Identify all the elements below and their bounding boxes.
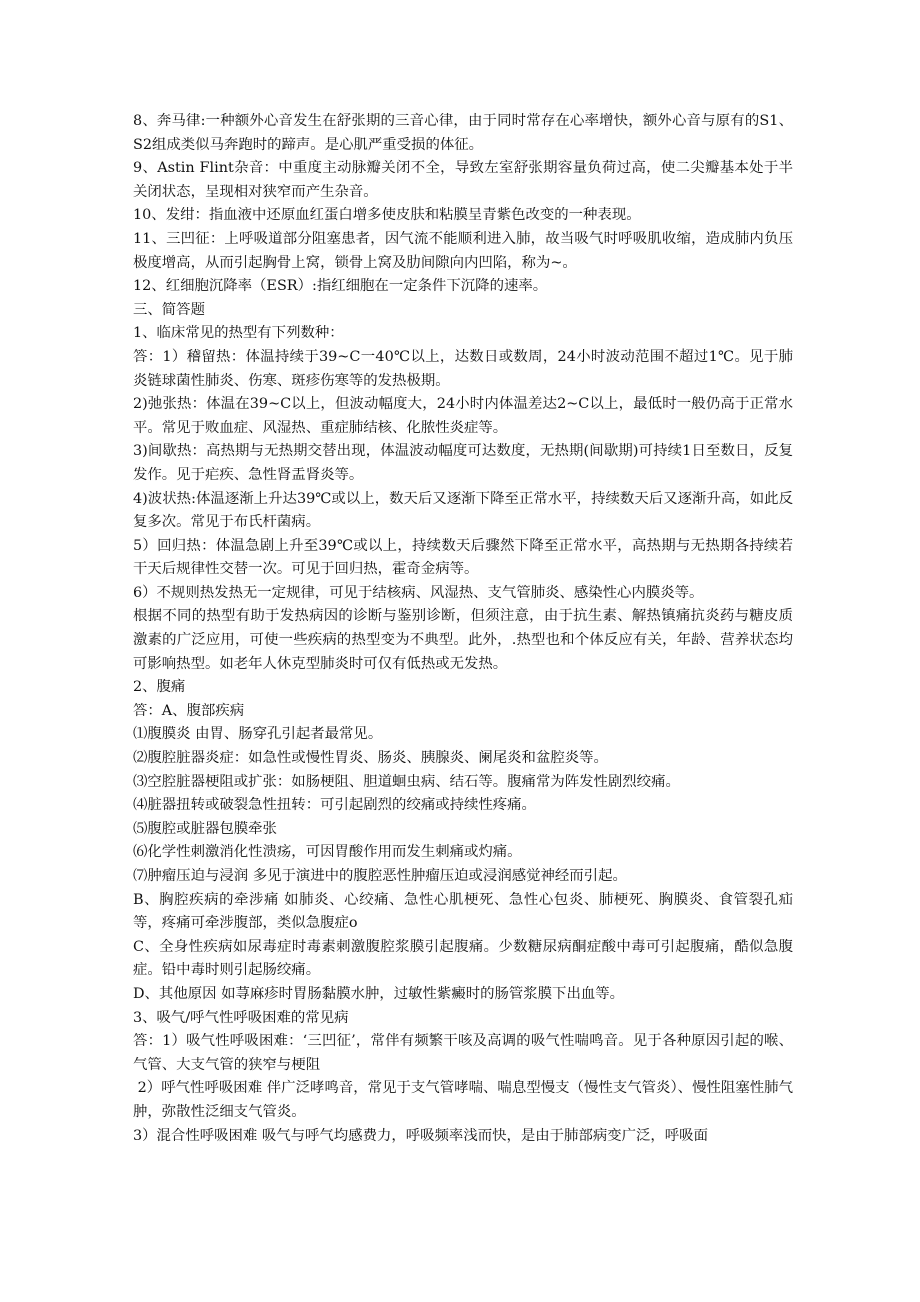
definition-item-11: 11、三凹征：上呼吸道部分阻塞患者，因气流不能顺利进入肺，故当吸气时呼吸肌收缩，造成肺内负压极度增高，从而引起胸骨上窝，锁骨上窝及肋间隙向内凹陷，称为~。 bbox=[133, 230, 793, 271]
question-3-title: 3、吸气/呼气性呼吸困难的常见病 bbox=[133, 1009, 349, 1026]
answer-paragraph: 3）混合性呼吸困难 吸气与呼气均感费力，呼吸频率浅而快，是由于肺部病变广泛，呼吸面 bbox=[133, 1127, 708, 1144]
answer-paragraph: 答：1）吸气性呼吸困难：‘三凹征’，常伴有频繁干咳及高调的吸气性喘鸣音。见于各种原因引起的喉、气管、大支气管的狭窄与梗阻 bbox=[133, 1033, 793, 1073]
answer-list-item: ⑶空腔脏器梗阻或扩张：如肠梗阻、胆道蛔虫病、结石等。腹痛常为阵发性剧烈绞痛。 bbox=[133, 773, 680, 790]
answer-paragraph: 2)弛张热：体温在39~C以上，但波动幅度大，24小时内体温差达2~C以上，最低时一般仍高于正常水平。常见于败血症、风湿热、重症肺结核、化脓性炎症等。 bbox=[133, 396, 793, 436]
answer-list-item: ⑺肿瘤压迫与浸润 多见于演进中的腹腔恶性肿瘤压迫或浸润感觉神经而引起。 bbox=[133, 868, 627, 884]
definition-item-9: 9、Astin Flint杂音：中重度主动脉瓣关闭不全，导致左室舒张期容量负荷过高，使二尖瓣基本处于半关闭状态，呈现相对狭窄而产生杂音。 bbox=[133, 160, 793, 200]
answer-list-item: ⑹化学性刺激消化性溃疡，可因胃酸作用而发生刺痛或灼痛。 bbox=[133, 844, 522, 861]
answer-list-item: ⑴腹膜炎 由胃、肠穿孔引起者最常见。 bbox=[133, 726, 383, 743]
answer-list-item: ⑷脏器扭转或破裂急性扭转：可引起剧烈的绞痛或持续性疼痛。 bbox=[133, 797, 536, 814]
answer-list-item: ⑸腹腔或脏器包膜牵张 bbox=[133, 820, 277, 837]
answer-paragraph: 5）回归热：体温急剧上升至39℃或以上，持续数天后骤然下降至正常水平，高热期与无热期各持续若干天后规律性交替一次。可见于回归热，霍奇金病等。 bbox=[133, 537, 793, 578]
definition-item-8: 8、奔马律:一种额外心音发生在舒张期的三音心律，由于同时常存在心率增快，额外心音与原有的S1、S2组成类似马奔跑时的蹄声。是心肌严重受损的体征。 bbox=[133, 113, 793, 153]
answer-paragraph: 4)波状热:体温逐渐上升达39℃或以上，数天后又逐渐下降至正常水平，持续数天后又逐渐升高，如此反复多次。常见于布氏杆菌病。 bbox=[133, 490, 793, 531]
definition-item-12: 12、红细胞沉降率（ESR）:指红细胞在一定条件下沉降的速率。 bbox=[133, 278, 548, 295]
answer-paragraph: C、全身性疾病如尿毒症时毒素刺激腹腔浆膜引起腹痛。少数糖尿病酮症酸中毒可引起腹痛，酷似急腹症。铅中毒时则引起肠绞痛。 bbox=[133, 938, 793, 979]
question-1-title: 1、临床常见的热型有下列数种： bbox=[133, 325, 344, 342]
answer-paragraph: B、胸腔疾病的牵涉痛 如肺炎、心绞痛、急性心肌梗死、急性心包炎、肺梗死、胸膜炎、食管裂孔疝等，疼痛可牵涉腹部，类似急腹症o bbox=[133, 891, 793, 932]
section-heading: 三、简答题 bbox=[133, 301, 205, 318]
document-body bbox=[133, 110, 793, 1148]
answer-paragraph: D、其他原因 如荨麻疹时胃肠黏膜水肿，过敏性紫癜时的肠管浆膜下出血等。 bbox=[133, 985, 625, 1002]
answer-paragraph: 2）呼气性呼吸困难 伴广泛哮鸣音，常见于支气管哮喘、喘息型慢支（慢性支气管炎）、慢性阻塞性肺气肿，弥散性泛细支气管炎。 bbox=[133, 1080, 793, 1120]
question-2-title: 2、腹痛 bbox=[133, 679, 186, 696]
answer-list-item: ⑵腹腔脏器炎症：如急性或慢性胃炎、肠炎、胰腺炎、阑尾炎和盆腔炎等。 bbox=[133, 750, 608, 767]
answer-paragraph: 根据不同的热型有助于发热病因的诊断与鉴别诊断，但须注意，由于抗生素、解热镇痛抗炎药与糖皮质激素的广泛应用，可使一些疾病的热型变为不典型。此外，.热型也和个体反应有关，年龄、营养状态均可影响热型。如老年人休克型肺炎时可仅有低热或无发热。 bbox=[133, 608, 793, 672]
answer-paragraph: 6）不规则热发热无一定规律，可见于结核病、风湿热、支气管肺炎、感染性心内膜炎等。 bbox=[133, 584, 704, 601]
answer-paragraph: 3)间歇热：高热期与无热期交替出现，体温波动幅度可达数度，无热期(间歇期)可持续1日至数日，反复发作。见于疟疾、急性肾盂肾炎等。 bbox=[133, 443, 793, 483]
answer-paragraph: 答：A、腹部疾病 bbox=[133, 702, 245, 719]
definition-item-10: 10、发绀：指血液中还原血红蛋白增多使皮肤和粘膜呈青紫色改变的一种表现。 bbox=[133, 207, 641, 224]
answer-paragraph: 答：1）稽留热：体温持续于39~C一40℃以上，达数日或数周，24小时波动范围不超过1℃。见于肺炎链球菌性肺炎、伤寒、斑疹伤寒等的发热极期。 bbox=[133, 348, 793, 389]
